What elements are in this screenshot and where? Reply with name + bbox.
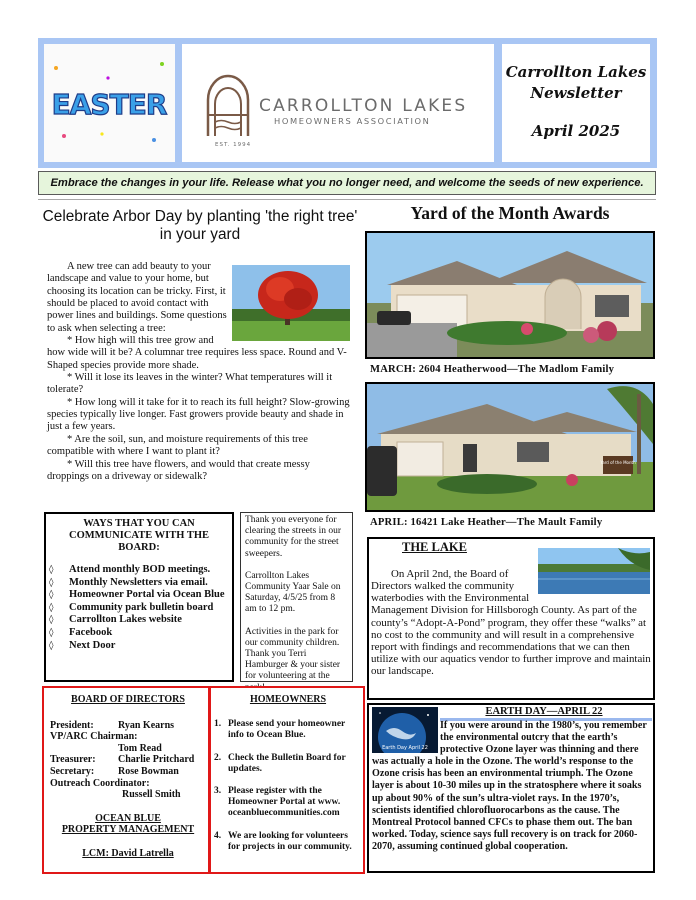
newsletter-title-line2: Newsletter <box>530 84 622 102</box>
diamond-bullet-icon: ◊ <box>49 615 54 626</box>
arbor-question: * How high will this tree grow and how wide will it be? A columnar tree requires less space. Round and V-Shaped species provide more shade. <box>47 335 347 371</box>
arbor-question: * Will it lose its leaves in the winter? What temperatures will it tolerate? <box>47 372 333 396</box>
list-item: ◊ Facebook <box>49 626 113 638</box>
yard-sale-note: Carrollton Lakes Community Yaar Sale on Saturday, 4/5/25 from 8 am to 12 pm. <box>245 570 341 615</box>
earth-day-article <box>372 720 653 853</box>
hoa-logo-panel <box>182 44 494 162</box>
lake-article <box>371 566 653 677</box>
board-title: BOARD OF DIRECTORS <box>71 694 185 705</box>
board-member-label: Outreach Coordinator: <box>50 777 150 789</box>
list-item: ◊ Community park bulletin board <box>49 601 214 613</box>
earth-photo-label: Earth Day April 22 <box>382 745 428 751</box>
earth-day-text: If you were around in the 1980’s, you remember the environmental outcry that the earth’s protective Ozone layer was thinning and there was actually a hole in the Ozone. The world’s response to the Ozone crisis has been an environmental triumph. The Ozone layer is about 10-30 miles up in the stratosphere where it soaks up about 90% of the sun’s ultra-violet rays. In the 1970’s, scientists identified chlorofluorocarbons as the cause. The Montreal Protocol banned CFCs to phase them out. The ban worked. Today, science says full recovery is on track for 2060-2070, assuming continued global cooperation. <box>372 720 647 852</box>
board-member: Treasurer: Charlie Pritchard <box>50 754 195 766</box>
diamond-bullet-icon: ◊ <box>49 627 54 638</box>
list-item: 3. Please register with the Homeowner Portal at www. oceanbluecommunities.com <box>214 786 341 819</box>
list-item: ◊ Attend monthly BOD meetings. <box>49 564 211 575</box>
park-activities-note: Activities in the park for our community children. Thank you Terri Hamburger & your sister for volunteering at the <box>245 626 341 682</box>
earth-day-heading: EARTH DAY—APRIL 22 <box>485 706 603 717</box>
march-yard-photo <box>365 231 655 359</box>
homeowners-section <box>214 694 362 853</box>
list-item: 1. Please send your homeowner info to Ocean Blue. <box>214 719 346 741</box>
newsletter-date: April 2025 <box>531 122 621 140</box>
divider-line <box>38 199 656 200</box>
board-member-name: Tom Read <box>118 742 162 754</box>
hoa-subtitle: HOMEOWNERS ASSOCIATION <box>274 116 431 126</box>
photo-spacer <box>535 566 653 596</box>
lake-article-text: On April 2nd, the Board of Directors walked the community waterbodies with the Environmental Management Division for Hillsborogh County. As part of the county’s “Adopt-A-Pond” program, they offer these “walks” at no cost to the community and will result in a comprehensive report with findings and recommendations that we can then utilize with our aquatics vendor to further improve and maintain our landscape. <box>371 568 651 678</box>
arbor-day-article <box>47 261 353 483</box>
april-yard-caption: APRIL: 16421 Lake Heather—The Mault Family <box>370 517 603 528</box>
diamond-bullet-icon: ◊ <box>49 640 54 651</box>
list-item: ◊ Homeowner Portal via Ocean Blue <box>49 589 225 601</box>
april-yard-photo <box>365 382 655 512</box>
photo-spacer <box>372 720 440 754</box>
arbor-question: * Are the soil, sun, and moisture requirements of this tree compatible with where I want to plant it? <box>47 433 308 458</box>
management-title: OCEAN BLUE PROPERTY MANAGEMENT <box>61 812 195 836</box>
thank-you-notes <box>240 512 353 682</box>
thanks-note: Thank you everyone for clearing the streets in our community for the street sweepers. <box>245 515 342 559</box>
ways-to-communicate-box <box>44 512 234 682</box>
ways-list <box>46 564 232 652</box>
board-divider <box>208 686 211 874</box>
hoa-logo <box>182 44 494 162</box>
list-item: ◊ Monthly Newsletters via email. <box>49 576 208 588</box>
board-of-directors <box>50 694 206 860</box>
list-item: ◊ Next Door <box>49 639 116 651</box>
hoa-established: EST. 1994 <box>215 142 252 148</box>
arbor-day-heading: Celebrate Arbor Day by planting 'the right tree' in your yard <box>42 208 358 243</box>
board-member: President: Ryan Kearns <box>50 719 175 731</box>
yard-sign-text: Yard of the Month <box>600 460 636 465</box>
homeowners-title: HOMEOWNERS <box>249 694 327 705</box>
tagline-banner: Embrace the changes in your life. Release what you no longer need, and welcome the seeds of new experience. <box>38 171 656 195</box>
diamond-bullet-icon: ◊ <box>49 577 54 588</box>
hoa-name: CARROLLTON LAKES <box>259 96 468 116</box>
diamond-bullet-icon: ◊ <box>49 602 54 613</box>
list-item: ◊ Carrollton Lakes website <box>49 614 182 626</box>
march-yard-caption: MARCH: 2604 Heatherwood—The Madlom Family <box>370 364 615 375</box>
photo-spacer <box>229 261 353 343</box>
list-item: 2. Check the Bulletin Board for updates. <box>214 752 346 774</box>
newsletter-title-box <box>502 44 650 162</box>
newsletter-title-line1: Carrollton Lakes <box>505 63 647 81</box>
ways-title: WAYS THAT YOU CAN COMMUNICATE WITH THE BOARD: <box>68 518 210 553</box>
board-member: Secretary: Rose Bowman <box>50 765 179 777</box>
board-member-label: VP/ARC Chairman: <box>50 731 138 743</box>
diamond-bullet-icon: ◊ <box>49 590 54 601</box>
arbor-question: * How long will it take for it to reach its full height? Slow-growing species typically live longer. Fast growers provide beauty and shade in just a few years. <box>47 396 350 433</box>
diamond-bullet-icon: ◊ <box>49 565 54 575</box>
lake-heading: THE LAKE <box>402 540 467 554</box>
arbor-question: * Will this tree have flowers, and would that create messy droppings on a driveway or sidewalk? <box>47 458 310 482</box>
easter-text: EASTER <box>51 88 167 121</box>
list-item: 4. We are looking for volunteers for projects in our community. <box>214 830 352 852</box>
easter-image <box>44 44 175 162</box>
arbor-paragraph: A new tree can add beauty to your landscape and value to your home, but choosing its location can be tricky. First, it should be placed to avoid contact with power lines and buildings. Some questions to ask when selecting a tree: <box>47 261 227 334</box>
lcm-contact: LCM: David Latrella <box>82 847 174 859</box>
board-member-name: Russell Smith <box>122 789 181 801</box>
yard-of-month-heading: Yard of the Month Awards <box>410 203 610 223</box>
